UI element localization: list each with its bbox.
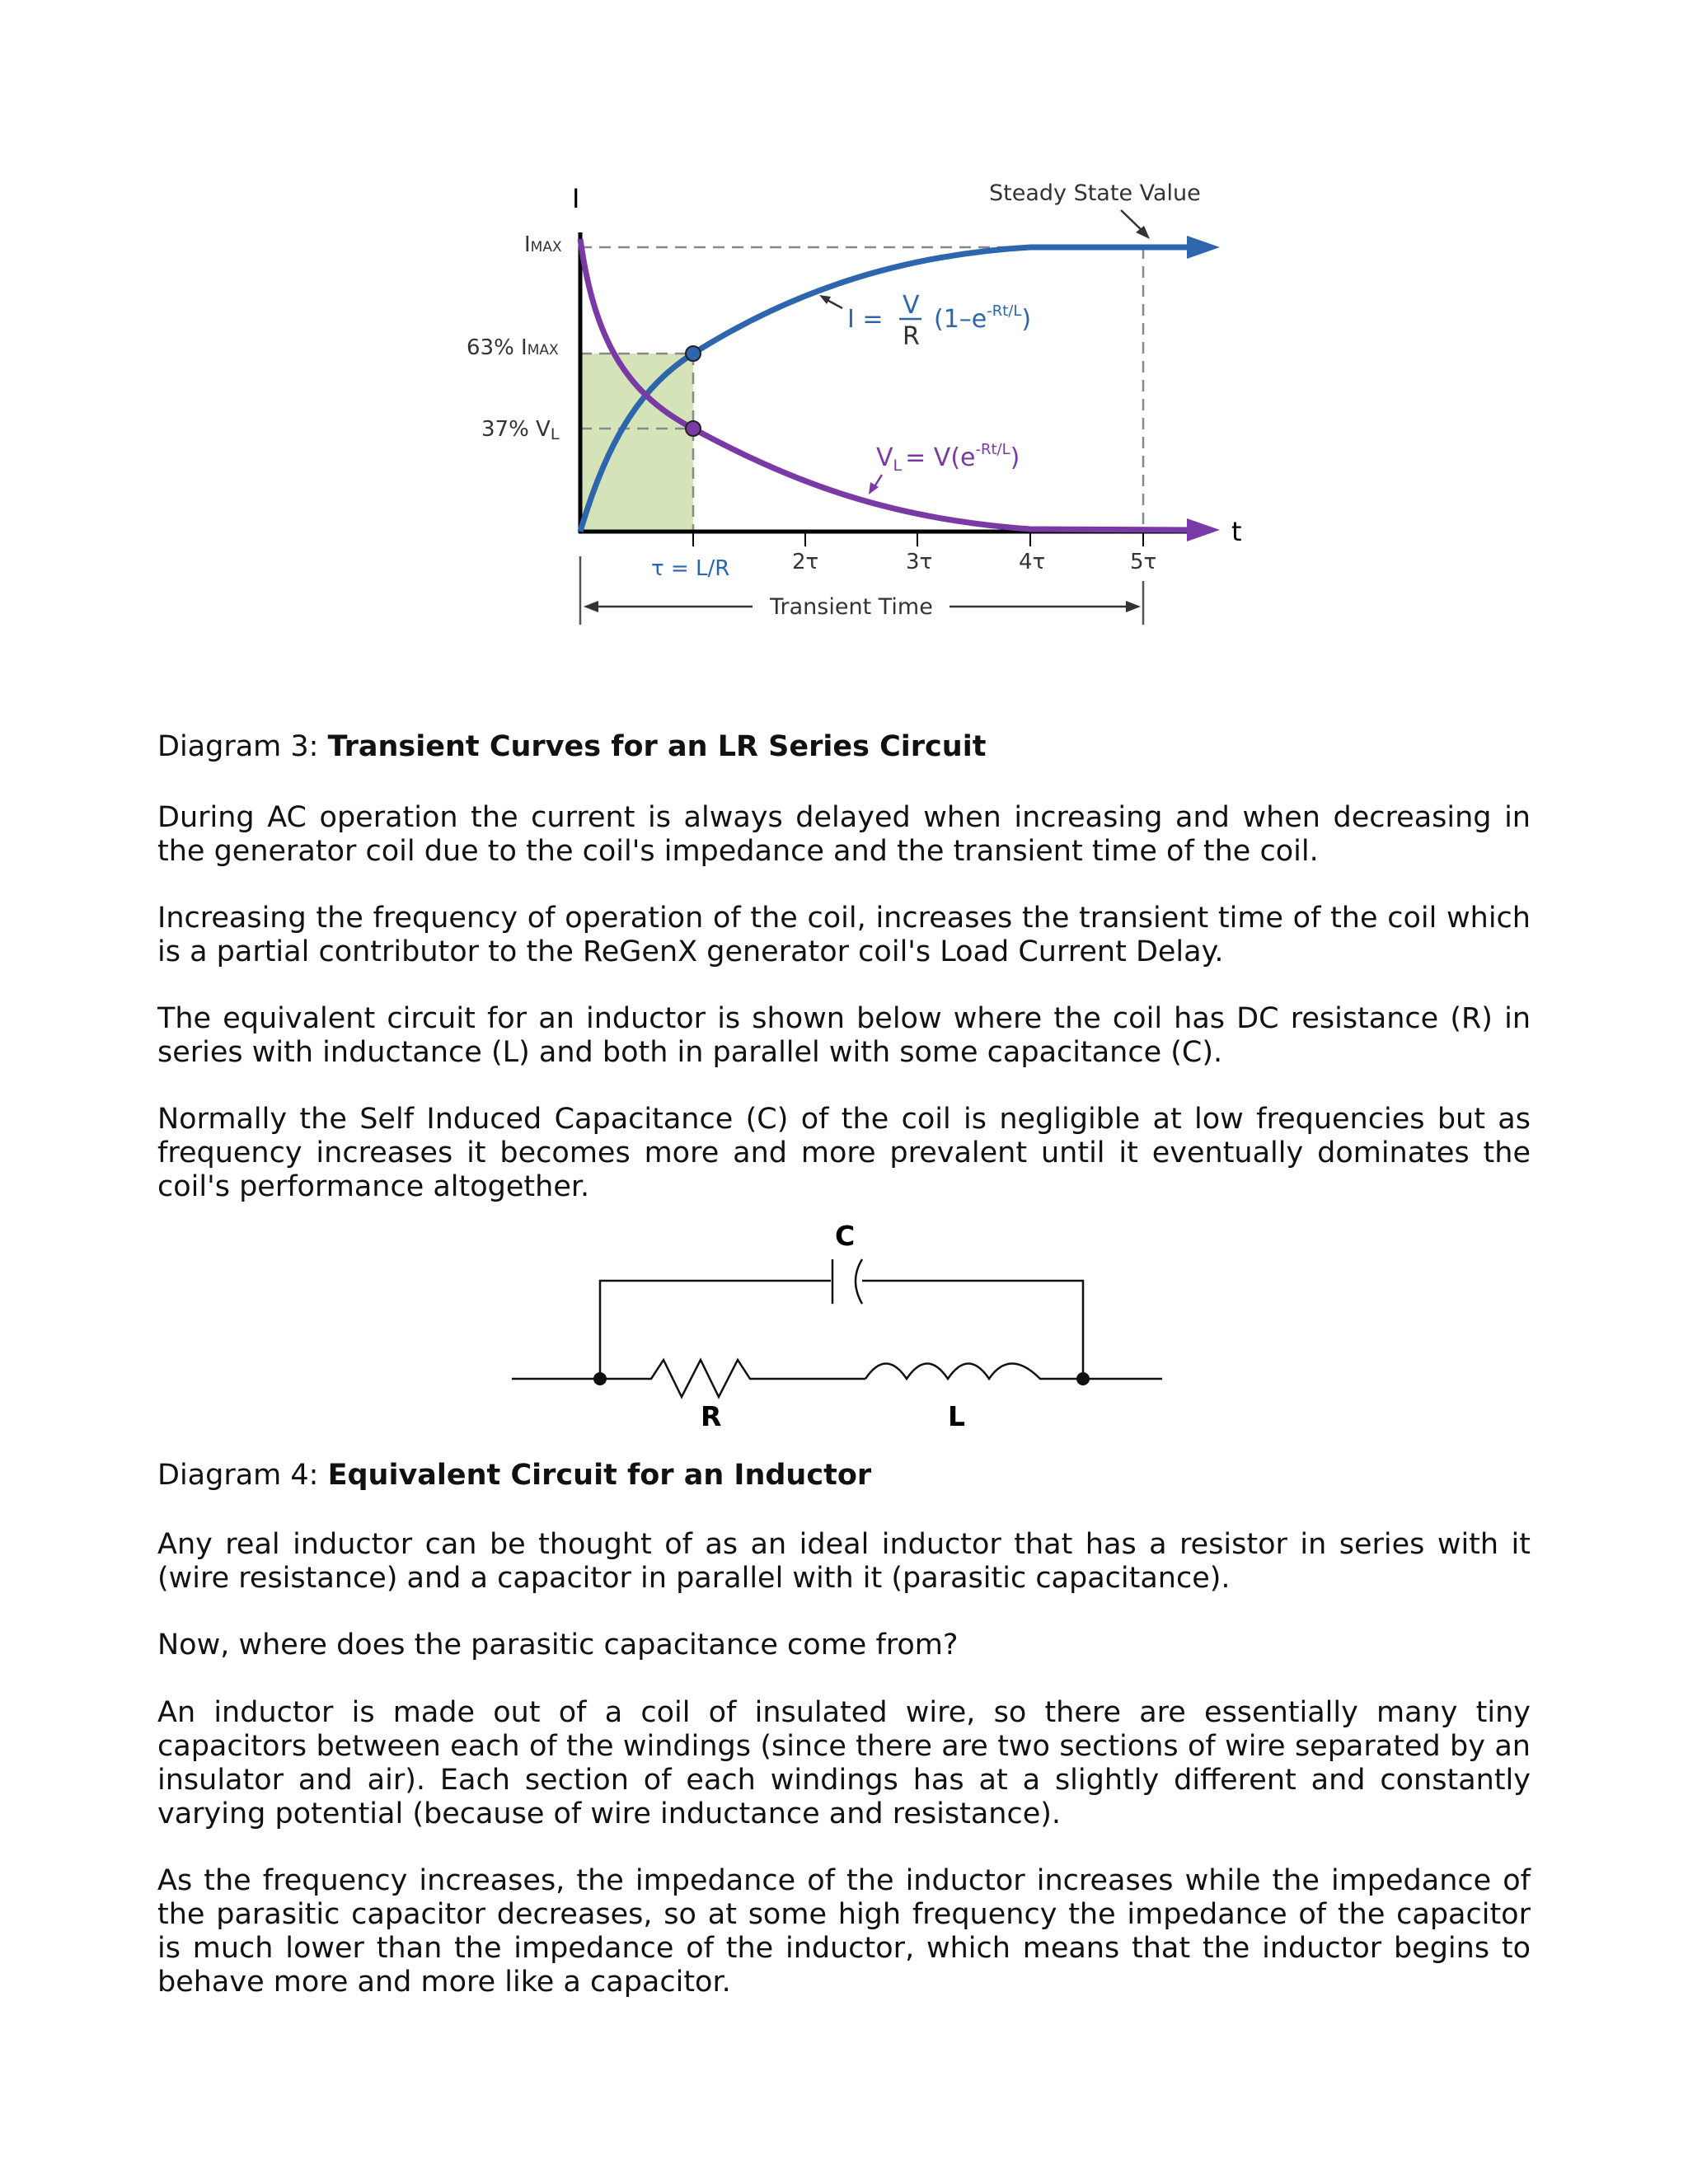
y-axis-label: I [572,183,580,214]
point-37pct [686,421,701,436]
tick-label-tau: τ = L/R [651,556,730,581]
inductor-label: L [948,1400,966,1432]
paragraph: The equivalent circuit for an inductor is shown below where the coil has DC resistance (R) in series with inductance (L) and both in parallel with some capacitance (C). [157,1002,1531,1069]
paragraph: Any real inductor can be thought of as an ideal inductor that has a resistor in series with it (wire resistance) and a capacitor in parallel with it (parasitic capacitance). [157,1528,1531,1595]
voltage-arrowhead [1187,518,1220,541]
tick-label-5tau: 5τ [1130,550,1157,574]
current-equation-num: V [903,291,920,320]
node-left [593,1372,607,1385]
transient-arrowhead-right [1126,601,1141,612]
paragraph: Normally the Self Induced Capacitance (C) of the coil is negligible at low frequencies but as frequency increases it becomes more and more prevalent until it eventually dominates the coil's performance altogether. [157,1103,1531,1203]
transient-time-label: Transient Time [770,594,933,620]
capacitor-plate-curved [856,1259,862,1304]
capacitor-label: C [835,1220,856,1252]
equivalent-circuit-diagram [495,1212,1179,1434]
current-arrowhead [1187,236,1220,259]
node-right [1076,1372,1090,1385]
steady-state-label: Steady State Value [989,180,1201,206]
tick-label-2tau: 2τ [792,550,819,574]
voltage-equation: $V_L = V(e^{-Rt/L})$ [876,441,1020,475]
shaded-region [580,354,693,532]
pct63-label: 63% IMAX [467,335,559,360]
transient-arrowhead-left [584,601,598,612]
transient-curves-diagram [445,165,1286,643]
current-equation-den: R [903,322,920,351]
resistor-label: R [701,1400,722,1432]
tick-label-3tau: 3τ [906,550,933,574]
current-equation-rhs: $(1-e^{-Rt/L})$ [934,302,1032,334]
imax-label: IMAX [524,232,562,257]
diagram-4-caption: Diagram 4: Equivalent Circuit for an Inductor [157,1459,872,1492]
resistor-symbol [600,1360,865,1397]
x-ticks [693,532,1143,546]
current-eq-pointer-head [819,295,831,304]
paragraph: Now, where does the parasitic capacitance come from? [157,1629,959,1661]
diagram-3-caption: Diagram 3: Transient Curves for an LR Series Circuit [157,730,987,763]
point-63pct [686,346,701,361]
tick-label-4tau: 4τ [1019,550,1046,574]
pct37-label: 37% VL [481,417,560,443]
x-axis-label: t [1231,516,1242,547]
current-equation-lhs: I = [847,305,884,334]
paragraph: As the frequency increases, the impedance of the inductor increases while the impedance of the parasitic capacitor decreases, so at some high frequency the impedance of the capacitor is much lower than the impedance of the inductor, which means that the inductor begins to behave more and more like a capacitor. [157,1864,1531,1999]
paragraph: Increasing the frequency of operation of the coil, increases the transient time of the coil which is a partial contributor to the ReGenX generator coil's Load Current Delay. [157,902,1531,968]
paragraph: During AC operation the current is always delayed when increasing and when decreasing in the generator coil due to the coil's impedance and the transient time of the coil. [157,801,1531,868]
paragraph: An inductor is made out of a coil of insulated wire, so there are essentially many tiny capacitors between each of the windings (since there are two sections of wire separated by an insulator and air). Each section of each windings has at a slightly different and constantly varying potential (because of wire inductance and resistance). [157,1696,1531,1830]
inductor-symbol [865,1364,1083,1380]
